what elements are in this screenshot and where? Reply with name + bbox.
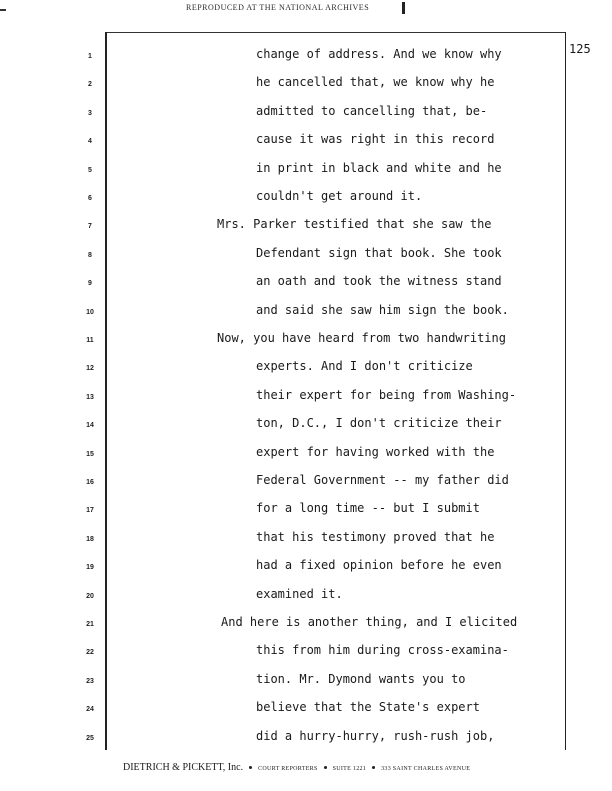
line-text: tion. Mr. Dymond wants you to	[256, 671, 466, 686]
line-number: 7	[88, 223, 92, 231]
line-text: change of address. And we know why	[256, 47, 502, 61]
line-number: 25	[86, 734, 94, 742]
transcript-line	[0, 244, 612, 272]
line-number: 17	[86, 507, 94, 515]
line-number: 4	[88, 138, 92, 146]
line-text: did a hurry-hurry, rush-rush job,	[256, 728, 495, 743]
transcript-line	[0, 556, 612, 584]
line-number: 15	[86, 450, 94, 458]
transcript-line	[0, 130, 612, 158]
transcript-line	[0, 102, 612, 130]
footer-suite: SUITE 1221	[332, 766, 367, 772]
transcript-line	[0, 329, 612, 357]
line-number: 8	[88, 251, 92, 259]
line-text: this from him during cross-examina-	[256, 643, 509, 658]
corner-scan-mark	[0, 9, 6, 11]
archive-stamp: REPRODUCED AT THE NATIONAL ARCHIVES	[186, 3, 370, 12]
line-number: 22	[86, 649, 94, 657]
line-text: had a fixed opinion before he even	[256, 558, 502, 573]
line-number: 21	[86, 621, 94, 628]
transcript-line	[0, 187, 612, 215]
transcript-line	[0, 670, 612, 698]
line-text: expert for having worked with the	[256, 444, 495, 459]
footer-firm: DIETRICH & PICKETT, Inc.	[123, 762, 244, 773]
transcript-line	[0, 641, 612, 669]
footer-separator	[372, 766, 375, 769]
footer-address: 333 SAINT CHARLES AVENUE	[381, 766, 471, 772]
transcript-line	[0, 443, 612, 471]
line-text: believe that the State's expert	[256, 700, 480, 715]
line-text: an oath and took the witness stand	[256, 274, 502, 289]
transcript-line	[0, 357, 612, 385]
line-number: 10	[86, 308, 94, 316]
line-text: examined it.	[256, 586, 343, 601]
line-number: 9	[88, 280, 92, 288]
transcript-line	[0, 613, 612, 641]
stamp-mark	[402, 2, 405, 14]
line-text: Mrs. Parker testified that she saw the	[217, 217, 492, 232]
page-top-border	[105, 32, 566, 33]
transcript-line	[0, 585, 612, 613]
page-number: 125	[569, 42, 591, 56]
line-number: 6	[88, 195, 92, 202]
line-text: Federal Government -- my father did	[256, 473, 509, 487]
line-number: 12	[86, 365, 94, 373]
line-text: and said she saw him sign the book.	[256, 302, 509, 317]
line-number: 5	[88, 166, 92, 174]
line-text: couldn't get around it.	[256, 189, 423, 203]
footer-separator	[249, 766, 252, 769]
line-text: he cancelled that, we know why he	[256, 75, 495, 90]
line-number: 20	[86, 592, 94, 600]
line-text: cause it was right in this record	[256, 132, 495, 147]
line-number: 18	[86, 535, 94, 543]
line-number: 14	[86, 422, 94, 430]
transcript-line	[0, 727, 612, 755]
footer-separator	[324, 766, 327, 769]
line-text: Defendant sign that book. She took	[256, 245, 502, 260]
line-text: Now, you have heard from two handwriting	[217, 331, 506, 345]
line-text: admitted to cancelling that, be-	[256, 103, 488, 118]
line-text: experts. And I don't criticize	[256, 359, 473, 374]
line-text: their expert for being from Washing-	[256, 387, 517, 402]
transcript-line	[0, 414, 612, 442]
transcript-line	[0, 45, 612, 73]
transcript-line	[0, 471, 612, 499]
line-text: for a long time -- but I submit	[256, 501, 480, 516]
line-text: that his testimony proved that he	[256, 529, 495, 544]
footer	[123, 762, 563, 773]
line-number: 16	[86, 479, 94, 486]
transcript-line	[0, 73, 612, 101]
line-number: 13	[86, 393, 94, 401]
line-text: ton, D.C., I don't criticize their	[256, 416, 502, 431]
transcript-line	[0, 386, 612, 414]
transcript-line	[0, 272, 612, 300]
footer-role: COURT REPORTERS	[258, 766, 318, 772]
transcript-line	[0, 159, 612, 187]
line-number: 24	[86, 706, 94, 714]
line-number: 2	[88, 81, 92, 89]
line-number: 1	[88, 53, 92, 60]
line-number: 23	[86, 677, 94, 685]
line-number: 11	[86, 337, 94, 344]
transcript-line	[0, 499, 612, 527]
transcript-line	[0, 528, 612, 556]
line-text: in print in black and white and he	[256, 160, 502, 175]
transcript-line	[0, 215, 612, 243]
line-number: 3	[88, 109, 92, 117]
line-text: And here is another thing, and I elicited	[221, 615, 518, 629]
line-number: 19	[86, 564, 94, 572]
transcript-line	[0, 698, 612, 726]
transcript-line	[0, 301, 612, 329]
